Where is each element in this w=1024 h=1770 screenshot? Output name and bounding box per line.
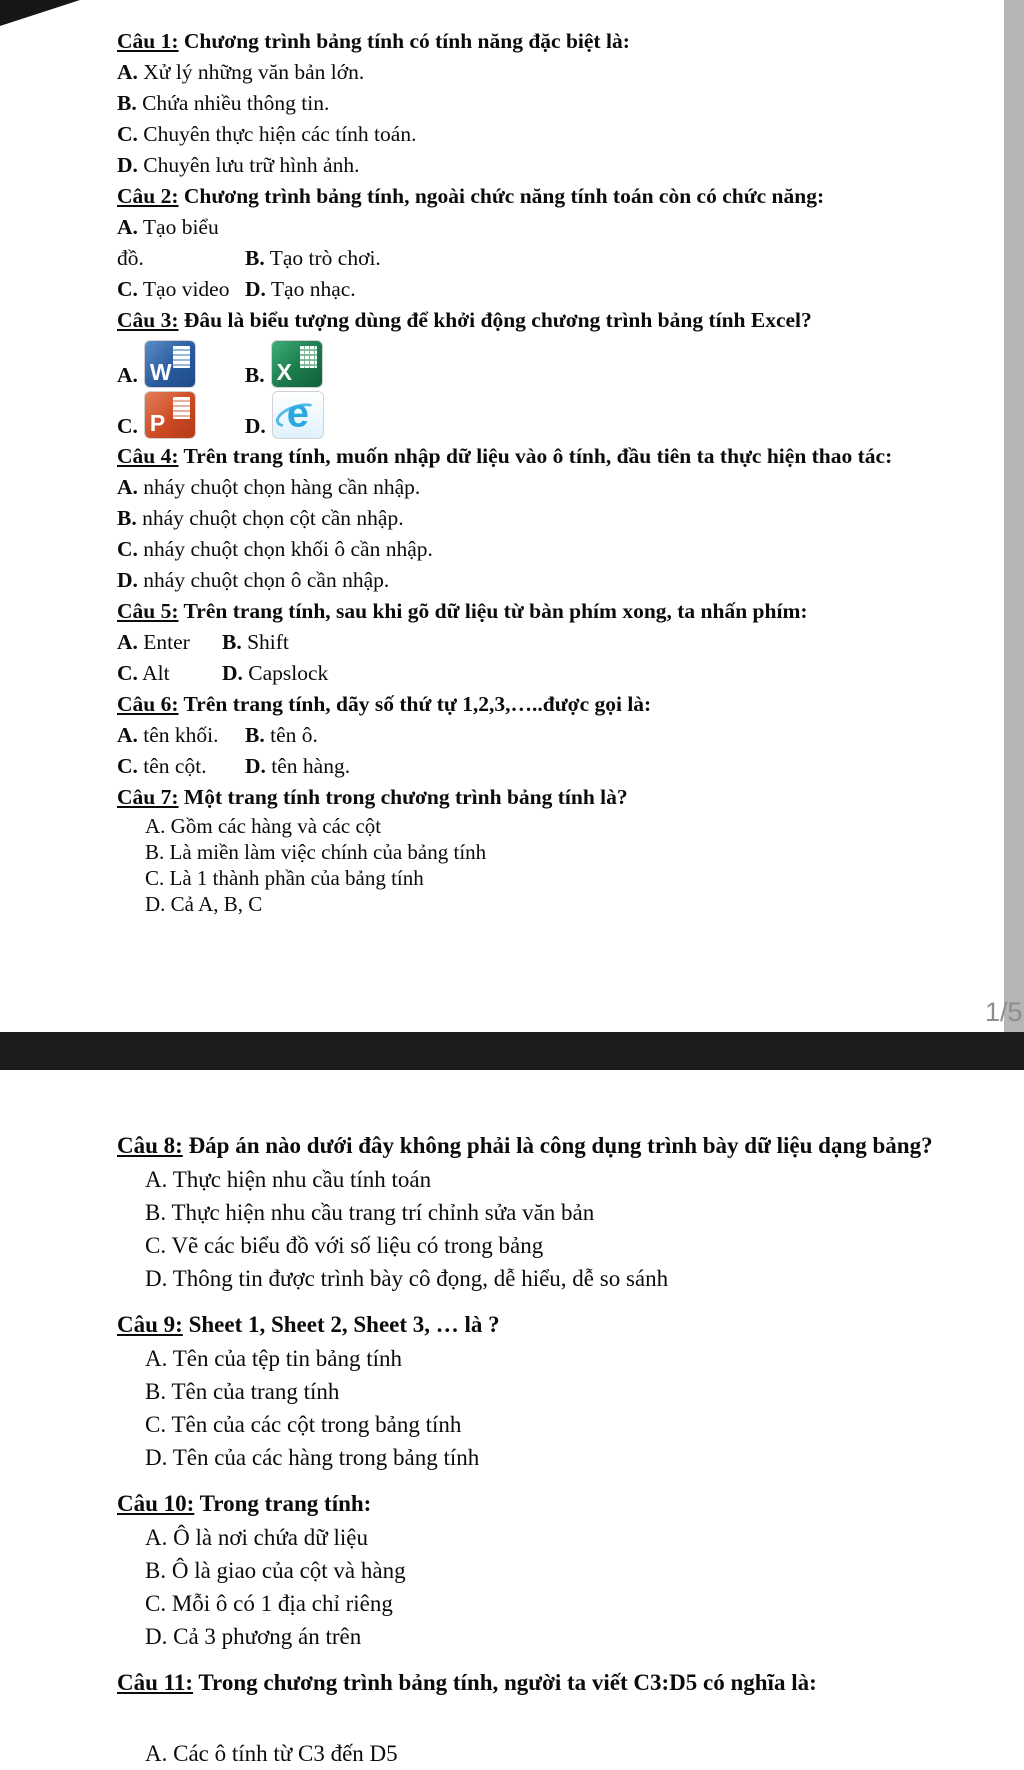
option-letter: B. [145,840,165,864]
option-letter: D. [245,277,266,301]
answer-option-row [117,627,927,658]
option-text: Tên của tệp tin bảng tính [172,1346,403,1371]
option-letter: B. [117,506,137,530]
answer-option [117,1441,947,1474]
answer-option [117,1262,947,1295]
question-number: Câu 1: [117,29,179,53]
document-miniature [173,346,190,368]
option-letter: A. [117,723,138,747]
option-text: Tạo biểu đồ. [117,215,219,270]
question-title [117,1665,947,1700]
option-text: tên khối. [143,723,219,747]
option-letter: B. [117,91,137,115]
question-number: Câu 6: [117,692,179,716]
page-margin-strip [1004,0,1024,1032]
question-text: Đâu là biểu tượng dùng để khởi động chương trình bảng tính Excel? [183,308,812,332]
icon-glyph: X [276,359,292,385]
icon-glyph: W [149,359,172,385]
option-letter: D. [245,754,266,778]
answer-option [117,1521,947,1554]
option-text: nháy chuột chọn khối ô cần nhập. [143,537,433,561]
powerpoint-icon [145,392,195,438]
icon-option-row [117,390,927,438]
icon-option-row [117,339,927,387]
option-text: Tạo trò chơi. [269,246,381,270]
option-letter: D. [145,892,166,916]
answer-option [117,57,927,88]
answer-option [117,565,927,596]
option-text: Tạo video [142,277,230,301]
question-title [117,596,927,627]
question-title [117,689,927,720]
word-icon [145,341,195,387]
answer-option [117,212,245,274]
question-title [117,1307,947,1342]
option-text: nháy chuột chọn hàng cần nhập. [143,475,421,499]
question-block [117,1128,947,1295]
answer-option-row [117,720,927,751]
option-letter: C. [145,1233,167,1258]
answer-option [245,392,323,438]
question-text: Trên trang tính, muốn nhập dữ liệu vào ô tính, đầu tiên ta thực hiện thao tác: [183,444,893,468]
answer-option [117,865,927,891]
option-letter: B. [145,1200,167,1225]
option-text: Là miền làm việc chính của bảng tính [169,840,487,864]
answer-option [117,392,195,438]
page-indicator: 1/5 [985,997,1023,1027]
answer-option [117,627,222,658]
answer-option [117,274,245,305]
option-letter: C. [145,866,165,890]
answer-option [117,341,195,387]
answer-option [245,341,322,387]
option-text: Mỗi ô có 1 địa chỉ riêng [171,1591,393,1616]
option-text: Tên của các hàng trong bảng tính [172,1445,480,1470]
answer-option [245,723,318,747]
answer-option [117,1196,947,1229]
question-block [117,181,927,305]
option-letter: C. [117,414,138,438]
document-page-2 [117,1128,947,1700]
icon-glyph: e [286,391,309,436]
option-text: tên cột. [143,754,207,778]
option-letter: D. [117,153,138,177]
option-text: Ô là nơi chứa dữ liệu [173,1525,368,1550]
question-title [117,1486,947,1521]
option-letter: C. [117,277,138,301]
option-text: Alt [142,661,170,685]
option-text: nháy chuột chọn cột cần nhập. [142,506,404,530]
question-title [117,441,927,472]
question-number: Câu 11: [117,1670,194,1695]
option-text: Xử lý những văn bản lớn. [143,60,365,84]
question-number: Câu 5: [117,599,179,623]
cutoff-text-line [145,1737,398,1770]
answer-option [117,891,927,917]
option-text: Cả 3 phương án trên [173,1624,362,1649]
answer-option [222,661,328,685]
option-text: Là 1 thành phần của bảng tính [169,866,424,890]
option-text: Gồm các hàng và các cột [170,814,382,838]
option-letter: B. [145,1558,167,1583]
question-block [117,26,927,181]
option-text: tên ô. [270,723,318,747]
question-text: Trên trang tính, dãy số thứ tự 1,2,3,…..được gọi là: [183,692,652,716]
question-title [117,26,927,57]
question-number: Câu 8: [117,1133,183,1158]
question-title [117,305,927,336]
answer-option-row [117,212,927,274]
option-text: Tên của các cột trong bảng tính [171,1412,462,1437]
answer-option [117,1342,947,1375]
option-text: Thực hiện nhu cầu tính toán [172,1167,432,1192]
option-letter: C. [117,537,138,561]
icon-glyph: P [149,410,166,436]
answer-option [117,839,927,865]
question-block [117,1665,947,1700]
option-text: Cả A, B, C [170,892,263,916]
answer-option [117,1375,947,1408]
option-letter: A. [145,1167,168,1192]
question-text: Chương trình bảng tính có tính năng đặc biệt là: [183,29,630,53]
answer-option [245,246,381,270]
answer-option [117,1408,947,1441]
question-block [117,441,927,596]
option-letter: D. [117,568,138,592]
option-letter: A. [117,215,138,239]
answer-option [117,534,927,565]
question-text: Trong chương trình bảng tính, người ta viết C3:D5 có nghĩa là: [198,1670,817,1695]
option-letter: C. [117,122,138,146]
question-text: Trên trang tính, sau khi gõ dữ liệu từ bàn phím xong, ta nhấn phím: [183,599,808,623]
answer-option [222,630,289,654]
option-letter: B. [145,1379,167,1404]
question-number: Câu 9: [117,1312,183,1337]
option-letter: A. [145,1346,168,1371]
option-letter: B. [245,246,265,270]
answer-option [117,1163,947,1196]
option-letter: D. [244,414,266,438]
question-title [117,181,927,212]
option-letter: C. [145,1591,167,1616]
answer-option [117,1587,947,1620]
document-miniature [300,346,317,368]
option-letter: A. [117,60,138,84]
question-title [117,1128,947,1163]
option-text: Tên của trang tính [171,1379,340,1404]
question-number: Câu 3: [117,308,179,332]
option-letter: C. [117,661,138,685]
question-block [117,305,927,438]
option-letter: A. [145,1525,168,1550]
answer-option-row [117,658,927,689]
document-page-1 [117,26,927,917]
answer-option-row [117,274,927,305]
page-separator-bar [0,1032,1024,1070]
question-number: Câu 2: [117,184,179,208]
question-block [117,782,927,917]
option-text: Vẽ các biểu đồ với số liệu có trong bảng [171,1233,544,1258]
excel-icon [272,341,322,387]
question-number: Câu 10: [117,1491,195,1516]
answer-option [117,658,222,689]
question-text: Một trang tính trong chương trình bảng tính là? [183,785,628,809]
question-text: Chương trình bảng tính, ngoài chức năng tính toán còn có chức năng: [183,184,825,208]
question-block [117,689,927,782]
question-text: Sheet 1, Sheet 2, Sheet 3, … là ? [188,1312,500,1337]
option-letter: B. [245,723,265,747]
option-letter: D. [145,1445,168,1470]
answer-option [245,277,356,301]
option-letter: B. [244,363,265,387]
question-text: Trong trang tính: [199,1491,372,1516]
answer-option [245,754,350,778]
option-text: Chứa nhiều thông tin. [142,91,330,115]
answer-option [117,1554,947,1587]
question-block [117,1486,947,1653]
option-letter: D. [145,1624,168,1649]
question-block [117,596,927,689]
option-text: Thông tin được trình bày cô đọng, dễ hiểu, dễ so sánh [172,1266,669,1291]
option-text: Thực hiện nhu cầu trang trí chỉnh sửa văn bản [171,1200,595,1225]
answer-option [117,472,927,503]
option-text: Capslock [248,661,329,685]
answer-option [117,1620,947,1653]
question-text: Đáp án nào dưới đây không phải là công dụng trình bày dữ liệu dạng bảng? [188,1133,933,1158]
option-letter: D. [145,1266,168,1291]
question-number: Câu 7: [117,785,179,809]
option-text: Tạo nhạc. [270,277,356,301]
answer-option [117,119,927,150]
option-letter: D. [222,661,243,685]
option-text: Ô là giao của cột và hàng [171,1558,406,1583]
photo-corner-artifact [0,0,80,26]
cutoff-text: A. Các ô tính từ C3 đến D5 [145,1741,398,1766]
answer-option [117,813,927,839]
option-letter: A. [117,363,138,387]
answer-option [117,720,245,751]
option-letter: A. [117,630,138,654]
answer-option [117,503,927,534]
option-letter: A. [117,475,138,499]
option-text: Chuyên thực hiện các tính toán. [143,122,417,146]
question-number: Câu 4: [117,444,179,468]
option-letter: A. [145,814,166,838]
option-letter: C. [145,1412,167,1437]
question-block [117,1307,947,1474]
option-text: Enter [143,630,190,654]
answer-option [117,88,927,119]
answer-option [117,1229,947,1262]
question-title [117,782,927,813]
answer-option [117,751,245,782]
option-text: Chuyên lưu trữ hình ảnh. [143,153,360,177]
document-miniature [173,397,190,419]
answer-option [117,150,927,181]
internet-explorer-icon [273,392,323,438]
option-text: nháy chuột chọn ô cần nhập. [143,568,390,592]
option-letter: C. [117,754,138,778]
option-text: Shift [247,630,289,654]
option-letter: B. [222,630,242,654]
option-text: tên hàng. [271,754,351,778]
answer-option-row [117,751,927,782]
